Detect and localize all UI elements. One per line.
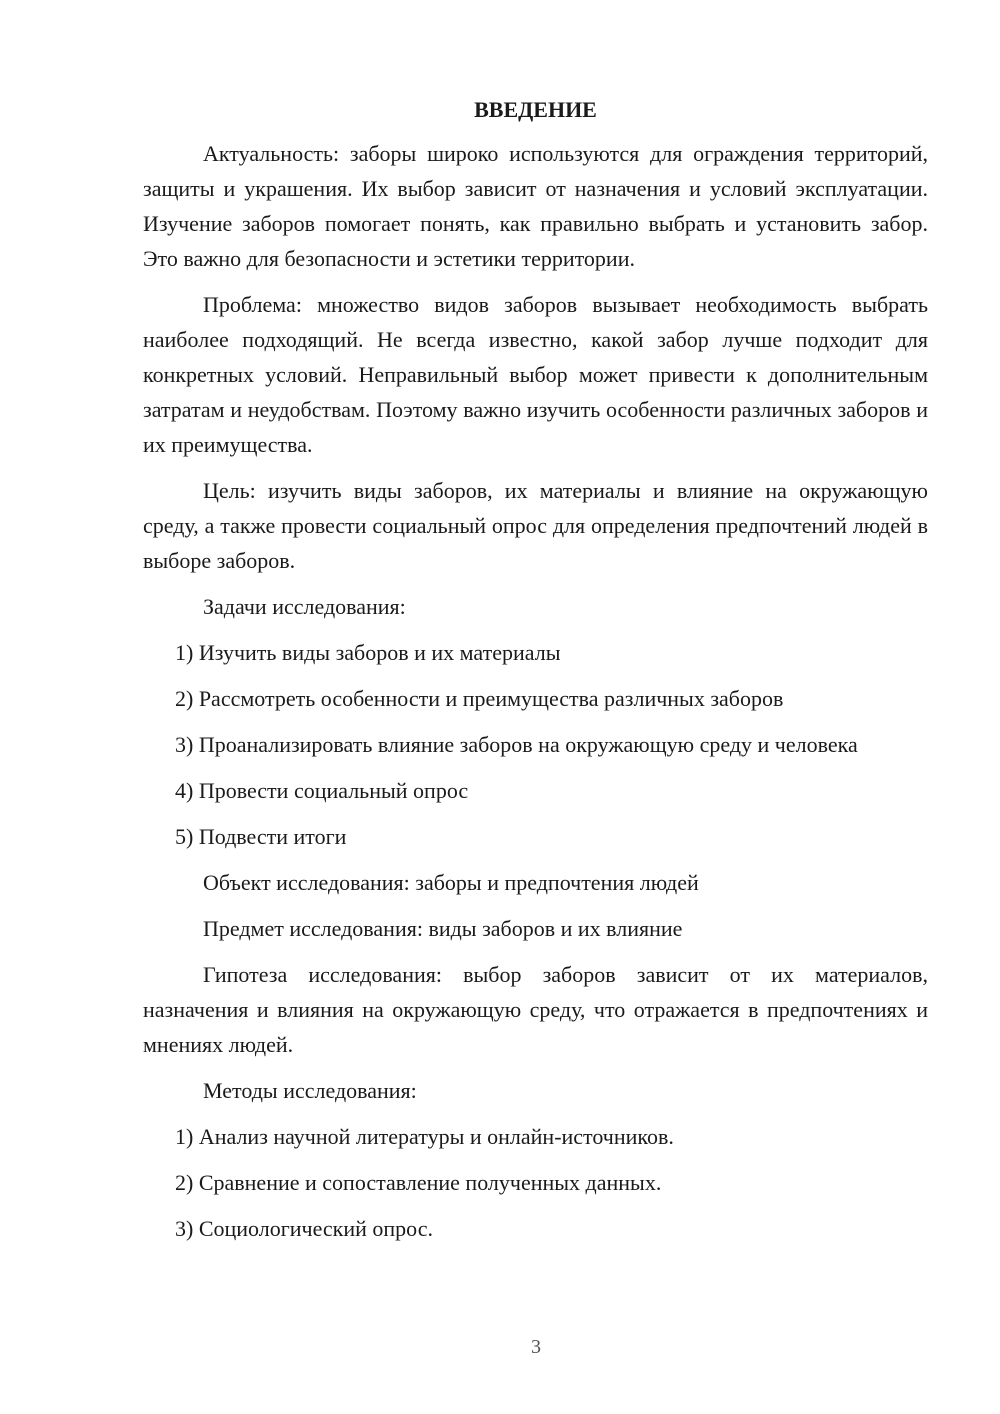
page-number: 3 bbox=[531, 1336, 541, 1358]
method-item-1: 1) Анализ научной литературы и онлайн-источников. bbox=[175, 1124, 674, 1149]
section-title: ВВЕДЕНИЕ bbox=[474, 97, 597, 122]
tasks-heading: Задачи исследования: bbox=[203, 594, 406, 619]
task-item-1: 1) Изучить виды заборов и их материалы bbox=[175, 640, 561, 665]
subject-paragraph: Предмет исследования: виды заборов и их влияние bbox=[203, 916, 683, 941]
task-item-4: 4) Провести социальный опрос bbox=[175, 778, 469, 803]
task-item-5: 5) Подвести итоги bbox=[175, 824, 347, 849]
methods-heading: Методы исследования: bbox=[203, 1078, 417, 1103]
method-item-3: 3) Социологический опрос. bbox=[175, 1216, 433, 1241]
hypothesis-paragraph: Гипотеза исследования: выбор заборов зависит от их материалов, назначения и влияния на окружающую среду, что отражается в предпочтениях и мнениях людей. bbox=[143, 962, 928, 1057]
goal-paragraph: Цель: изучить виды заборов, их материалы и влияние на окружающую среду, а также провести социальный опрос для определения предпочтений людей в выборе заборов. bbox=[143, 478, 928, 573]
document-page bbox=[143, 92, 928, 1246]
object-paragraph: Объект исследования: заборы и предпочтения людей bbox=[203, 870, 699, 895]
relevance-paragraph: Актуальность: заборы широко используются для ограждения территорий, защиты и украшения. Их выбор зависит от назначения и условий эксплуатации. Изучение заборов помогает понять, как правильно выбрать и установить забор. Это важно для безопасности и эстетики территории. bbox=[143, 141, 928, 271]
problem-paragraph: Проблема: множество видов заборов вызывает необходимость выбрать наиболее подходящий. Не всегда известно, какой забор лучше подходит для конкретных условий. Неправильный выбор может привести к дополнительным затратам и неудобствам. Поэтому важно изучить особенности различных заборов и их преимущества. bbox=[143, 292, 928, 457]
task-item-3: 3) Проанализировать влияние заборов на окружающую среду и человека bbox=[175, 732, 858, 757]
task-item-2: 2) Рассмотреть особенности и преимущества различных заборов bbox=[175, 686, 784, 711]
method-item-2: 2) Сравнение и сопоставление полученных данных. bbox=[175, 1170, 662, 1195]
